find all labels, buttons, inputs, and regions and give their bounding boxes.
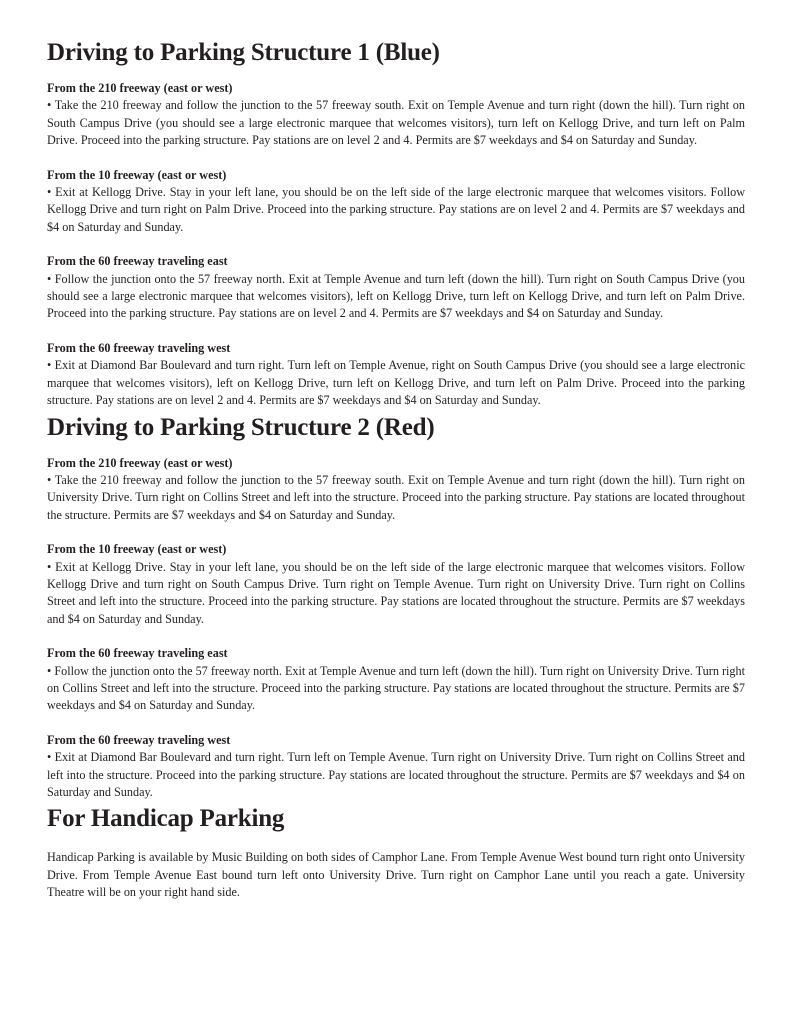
route-block: [47, 340, 745, 410]
route-heading: From the 60 freeway traveling east: [47, 646, 228, 661]
route-heading: From the 10 freeway (east or west): [47, 167, 227, 182]
route-heading: From the 60 freeway traveling east: [47, 254, 228, 269]
directions-page: [47, 38, 745, 902]
route-directions: • Take the 210 freeway and follow the junction to the 57 freeway south. Exit on Temple Avenue and turn right (down the hill). Turn right on University Drive. Turn right on Collins Street and left into the structure. Proceed into the parking structure. Pay stations are located throughout the structure. Permits are $7 weekdays and $4 on Saturday and Sunday.: [47, 472, 745, 522]
route-heading: From the 210 freeway (east or west): [47, 455, 233, 470]
route-block: [47, 80, 745, 150]
route-block: [47, 167, 745, 237]
route-heading: From the 210 freeway (east or west): [47, 81, 233, 95]
route-directions: • Exit at Diamond Bar Boulevard and turn right. Turn left on Temple Avenue, right on South Campus Drive (you should see a large electronic marquee that welcomes visitors), left on Kellogg Drive, turn left on Kellogg Drive, and turn left on Palm Drive. Proceed into the parking structure. Pay stations are on level 2 and 4. Permits are $7 weekdays and $4 on Saturday and Sunday.: [47, 358, 745, 408]
route-block: [47, 455, 745, 525]
route-directions: • Exit at Kellogg Drive. Stay in your left lane, you should be on the left side of the large electronic marquee that welcomes visitors. Follow Kellogg Drive and turn right on Palm Drive. Proceed into the parking structure. Pay stations are on level 2 and 4. Permits are $7 weekdays and $4 on Saturday and Sunday.: [47, 185, 745, 234]
route-heading: From the 60 freeway traveling west: [47, 732, 231, 747]
section-title-structure-1: Driving to Parking Structure 1 (Blue): [47, 39, 440, 66]
route-heading: From the 60 freeway traveling west: [47, 340, 231, 355]
route-block: [47, 253, 745, 323]
route-directions: • Exit at Kellogg Drive. Stay in your left lane, you should be on the left side of the large electronic marquee that welcomes visitors. Follow Kellogg Drive and turn right on South Campus Drive. Turn right on Temple Avenue. Turn right on University Drive. Turn right on Collins Street and left into the structure. Proceed into the parking structure. Pay stations are located throughout the structure. Permits are $7 weekdays and $4 on Saturday and Sunday.: [47, 559, 745, 626]
route-block: [47, 732, 745, 802]
section-title-handicap: For Handicap Parking: [47, 805, 285, 833]
handicap-directions: Handicap Parking is available by Music Building on both sides of Camphor Lane. From Temple Avenue West bound turn right onto University Drive. From Temple Avenue East bound turn left onto University Drive. Turn right on Camphor Lane until you reach a gate. University Theatre will be on your right hand side.: [47, 850, 745, 900]
route-directions: • Take the 210 freeway and follow the junction to the 57 freeway south. Exit on Temple Avenue and turn right (down the hill). Turn right on South Campus Drive (you should see a large electronic marquee that welcomes visitors), turn left on Kellogg Drive, and turn left on Palm Drive. Proceed into the parking structure. Pay stations are on level 2 and 4. Permits are $7 weekdays and $4 on Saturday and Sunday.: [47, 98, 745, 148]
route-directions: • Exit at Diamond Bar Boulevard and turn right. Turn left on Temple Avenue. Turn right on University Drive. Turn right on Collins Street and left into the structure. Proceed into the parking structure. Pay stations are located throughout the structure. Permits are $7 weekdays and $4 on Saturday and Sunday.: [47, 750, 745, 799]
route-block: [47, 645, 745, 715]
route-directions: • Follow the junction onto the 57 freeway north. Exit at Temple Avenue and turn left (down the hill). Turn right on University Drive. Turn right on Collins Street and left into the structure. Proceed into the parking structure. Pay stations are located throughout the structure. Permits are $7 weekdays and $4 on Saturday and Sunday.: [47, 663, 745, 713]
section-title-structure-2: Driving to Parking Structure 2 (Red): [47, 413, 435, 441]
route-block: [47, 541, 745, 628]
route-heading: From the 10 freeway (east or west): [47, 542, 227, 557]
route-directions: • Follow the junction onto the 57 freeway north. Exit at Temple Avenue and turn left (down the hill). Turn right on South Campus Drive (you should see a large electronic marquee that welcomes visitors), left on Kellogg Drive, turn left on Kellogg Drive, and turn left on Palm Drive. Proceed into the parking structure. Pay stations are on level 2 and 4. Permits are $7 weekdays and $4 on Saturday and Sunday.: [47, 271, 745, 321]
